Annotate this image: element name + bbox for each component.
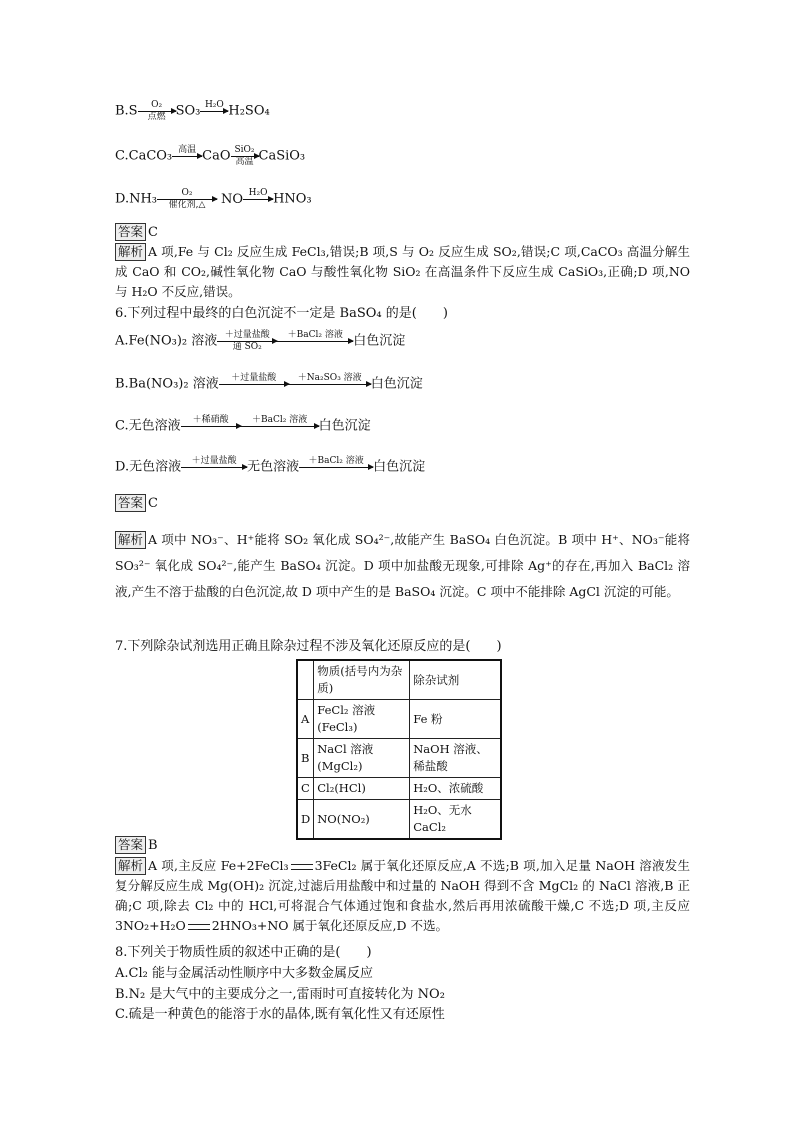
q5-option-c: C.CaCO₃ 高温 CaO SiO₂ 高温 CaSiO₃ (115, 145, 306, 167)
table-cell (297, 660, 314, 700)
table-row (297, 700, 501, 739)
reaction-arrow: ＋BaCl₂ 溶液 (299, 456, 373, 478)
table-cell: FeCl₂ 溶液(FeCl₃) (314, 700, 410, 739)
table-cell: NaCl 溶液(MgCl₂) (314, 739, 410, 778)
q8-option-c: C.硫是一种黄色的能溶于水的晶体,既有氧化性又有还原性 (115, 1007, 445, 1022)
reaction-arrow: ＋Na₂SO₃ 溶液 (289, 373, 371, 395)
table-cell: 物质(括号内为杂质) (314, 660, 410, 700)
table-header-row (297, 660, 501, 700)
q8-option-b: B.N₂ 是大气中的主要成分之一,雷雨时可直接转化为 NO₂ (115, 987, 445, 1002)
explanation-label: 解析 (115, 243, 146, 261)
reaction-arrow: ＋过量盐酸 (181, 456, 247, 478)
reaction-arrow: H₂O (243, 188, 273, 210)
table-cell: B (297, 739, 314, 778)
q5-option-b: B.S O₂ 点燃 SO₃ H₂O H₂SO₄ (115, 100, 270, 122)
q6-option-d: D.无色溶液 ＋过量盐酸 无色溶液 ＋BaCl₂ 溶液 白色沉淀 (115, 456, 425, 478)
equals-sign-icon (188, 924, 210, 930)
answer-label: 答案 (115, 494, 146, 512)
answer-label: 答案 (115, 836, 146, 854)
reaction-arrow: ＋BaCl₂ 溶液 (277, 330, 353, 352)
reaction-arrow: H₂O (200, 100, 228, 122)
q7-stem: 7.下列除杂试剂选用正确且除杂过程不涉及氧化还原反应的是( ) (115, 639, 502, 654)
explanation-label: 解析 (115, 531, 146, 549)
q8-stem: 8.下列关于物质性质的叙述中正确的是( ) (115, 945, 372, 960)
q5-answer (115, 223, 158, 242)
table-cell: NO(NO₂) (314, 800, 410, 840)
q6-explanation: 解析 A 项中 NO₃⁻、H⁺能将 SO₂ 氧化成 SO₄²⁻,故能产生 BaSO₄ 白色沉淀。B 项中 H⁺、NO₃⁻能将 SO₃²⁻ 氧化成 SO₄²⁻,能产生 BaSO₄ 沉淀。D 项中加盐酸无现象,可排除 Ag⁺的存在,再加入 BaCl₂ 溶液,产生不溶于盐酸的白色沉淀,故 D 项中产生的是 BaSO₄ 沉淀。C 项中不能排除 AgCl 沉淀的可能。 (115, 532, 690, 599)
q5-option-d: D.NH₃ O₂ 催化剂,△ NO H₂O HNO₃ (115, 188, 312, 210)
reaction-arrow: O₂ 点燃 (138, 100, 176, 122)
reaction-arrow: 高温 (172, 145, 202, 167)
q6-option-c: C.无色溶液 ＋稀硝酸 ＋BaCl₂ 溶液 白色沉淀 (115, 415, 371, 437)
table-cell: D (297, 800, 314, 840)
answer-label: 答案 (115, 223, 146, 241)
reaction-arrow: ＋过量盐酸 通 SO₂ (217, 330, 277, 352)
reaction-arrow: ＋稀硝酸 (181, 415, 241, 437)
table-cell: Fe 粉 (410, 700, 502, 739)
table-cell: H₂O、浓硫酸 (410, 778, 502, 800)
reaction-arrow: SiO₂ 高温 (231, 145, 259, 167)
q6-option-a: A.Fe(NO₃)₂ 溶液 ＋过量盐酸 通 SO₂ ＋BaCl₂ 溶液 白色沉淀 (115, 330, 406, 352)
table-cell: A (297, 700, 314, 739)
reaction-arrow: ＋BaCl₂ 溶液 (241, 415, 319, 437)
table-cell: 除杂试剂 (410, 660, 502, 700)
answer-value: B (148, 838, 158, 853)
table-cell: H₂O、无水 CaCl₂ (410, 800, 502, 840)
q6-answer (115, 494, 158, 513)
table-cell: C (297, 778, 314, 800)
table-row (297, 800, 501, 840)
table-row (297, 739, 501, 778)
q8-option-a: A.Cl₂ 能与金属活动性顺序中大多数金属反应 (115, 966, 373, 981)
reaction-arrow: ＋过量盐酸 (219, 373, 289, 395)
q6-stem: 6.下列过程中最终的白色沉淀不一定是 BaSO₄ 的是( ) (115, 306, 448, 321)
explanation-label: 解析 (115, 857, 146, 875)
q7-answer (115, 836, 158, 855)
q7-explanation: 解析 A 项,主反应 Fe+2FeCl₃ 3FeCl₂ 属于氧化还原反应,A 不选;B 项,加入足量 NaOH 溶液发生复分解反应生成 Mg(OH)₂ 沉淀,过滤后用盐酸中和过量的 NaOH 得到不含 MgCl₂ 的 NaCl 溶液,B 正确;C 项,除去 Cl₂ 中的 HCl,可将混合气体通过饱和食盐水,然后再用浓硫酸干燥,C 不选;D 项,主反应 3NO₂+H₂O 2HNO₃+NO 属于氧化还原反应,D 不选。 (115, 858, 690, 933)
impurity-table (296, 659, 502, 840)
q5-explanation: 解析 A 项,Fe 与 Cl₂ 反应生成 FeCl₃,错误;B 项,S 与 O₂ 反应生成 SO₂,错误;C 项,CaCO₃ 高温分解生成 CaO 和 CO₂,碱性氧化物 CaO 与酸性氧化物 SiO₂ 在高温条件下反应生成 CaSiO₃,正确;D 项,NO 与 H₂O 不反应,错误。 (115, 244, 690, 299)
table-row (297, 778, 501, 800)
table-cell: NaOH 溶液、稀盐酸 (410, 739, 502, 778)
equals-sign-icon (291, 864, 313, 870)
q6-option-b: B.Ba(NO₃)₂ 溶液 ＋过量盐酸 ＋Na₂SO₃ 溶液 白色沉淀 (115, 373, 423, 395)
reaction-arrow: O₂ 催化剂,△ (157, 188, 217, 210)
answer-value: C (148, 225, 158, 240)
answer-value: C (148, 496, 158, 511)
table-cell: Cl₂(HCl) (314, 778, 410, 800)
